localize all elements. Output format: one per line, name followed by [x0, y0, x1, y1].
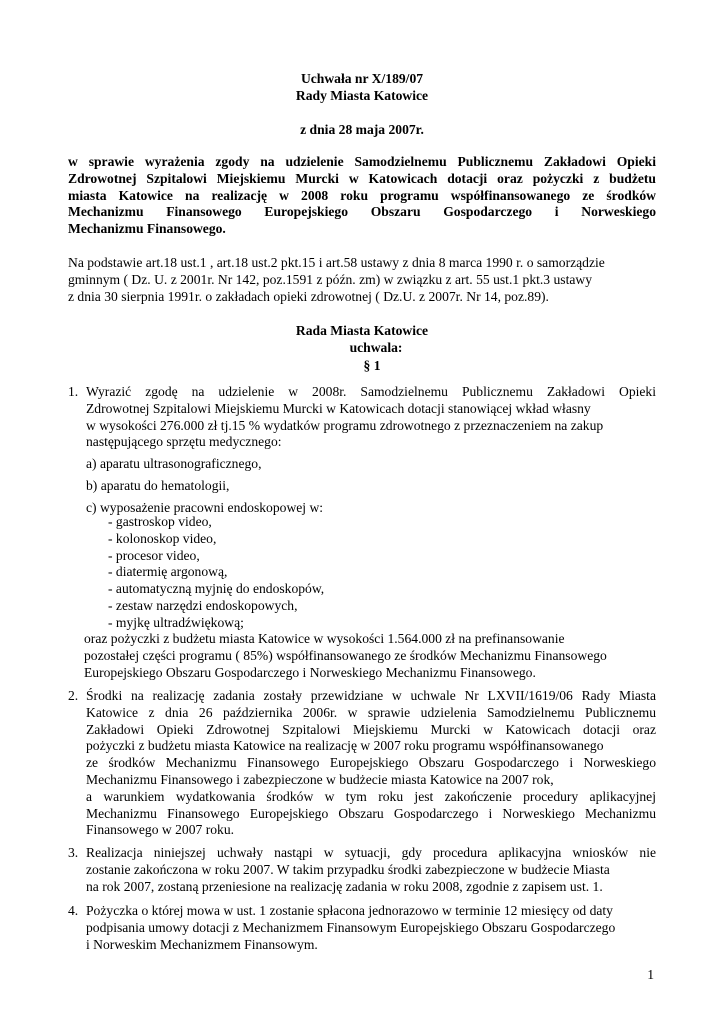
point-number: 2.: [68, 688, 79, 703]
list-item: c) wyposażenie pracowni endoskopowej w:: [86, 500, 324, 515]
council-name: Rady Miasta Katowice: [295, 88, 429, 103]
legal-basis-line: gminnym ( Dz. U. z 2001r. Nr 142, poz.1591 z późn. zm) w związku z art. 55 ust.1 pkt.3 ustawy: [68, 271, 593, 287]
equipment-list: [86, 456, 323, 518]
subject-line: Mechanizmu Finansowego Europejskiego Obszaru Gospodarczego i Norweskiego: [68, 204, 656, 220]
endoscopy-sublist: [108, 514, 324, 632]
point-line: Mechanizmu Finansowego i zabezpieczone w budżecie miasta Katowice na 2007 rok,: [86, 771, 554, 787]
subject-line: Zdrowotnej Szpitalowi Miejskiemu Murcki w Katowicach dotacji oraz pożyczki z budżetu: [68, 170, 656, 186]
subject-line: w sprawie wyrażenia zgody na udzielenie Samodzielnemu Publicznemu Zakładowi Opieki: [68, 154, 656, 169]
point-line: Realizacja niniejszej uchwały nastąpi w sytuacji, gdy procedura aplikacyjna wniosków nie: [86, 845, 656, 860]
sublist-item: - myjkę ultradźwiękową;: [108, 614, 244, 630]
point-line: Zakładowi Opieki Zdrowotnej Szpitalowi Miejskiemu Murcki w Katowicach dotacji oraz: [86, 721, 656, 737]
point-line: i Norweskim Mechanizmem Finansowym.: [86, 936, 318, 952]
subject-line: miasta Katowice na realizację w 2008 roku programu współfinansowanego ze środków: [68, 187, 656, 203]
point-line: pożyczki z budżetu miasta Katowice na realizację w 2007 roku programu współfinansowanego: [86, 738, 604, 754]
point-3-body: [86, 845, 656, 895]
point-number: 3.: [68, 845, 79, 860]
subject-line: Mechanizmu Finansowego.: [68, 221, 226, 237]
point-line: zostanie zakończona w roku 2007. W takim przypadku środki zabezpieczone w budżecie Miasta: [86, 861, 610, 877]
point-line: ze środków Mechanizmu Finansowego Europejskiego Obszaru Gospodarczego i Norweskiego: [86, 755, 656, 771]
page-number: 1: [647, 967, 654, 982]
section-mark: § 1: [363, 358, 381, 373]
sublist-item: - diatermię argonową,: [108, 564, 228, 580]
point-line: podpisania umowy dotacji z Mechanizmem Finansowym Europejskiego Obszaru Gospodarczego: [86, 919, 616, 935]
resolves-verb: uchwala:: [349, 340, 403, 355]
loan-line: pozostałej części programu ( 85%) współfinansowanego ze środków Mechanizmu Finansowego: [84, 647, 607, 663]
point-line: na rok 2007, zostaną przeniesione na realizację zadania w roku 2008, zgodnie z zapisem ust. 1.: [86, 878, 603, 894]
point-line: Wyrazić zgodę na udzielenie w 2008r. Samodzielnemu Publicznemu Zakładowi Opieki: [86, 384, 656, 399]
point-1-body: [86, 384, 656, 451]
resolving-council: Rada Miasta Katowice: [295, 323, 429, 338]
point-line: następującego sprzętu medycznego:: [86, 434, 282, 450]
legal-basis-line: z dnia 30 sierpnia 1991r. o zakładach opieki zdrowotnej ( Dz.U. z 2007r. Nr 14, poz.89).: [68, 288, 549, 304]
sublist-item: - kolonoskop video,: [108, 530, 217, 546]
list-item: b) aparatu do hematologii,: [86, 478, 230, 493]
point-line: Mechanizmu Finansowego Europejskiego Obszaru Gospodarczego i Norweskiego Mechanizmu: [86, 805, 656, 821]
point-line: Pożyczka o której mowa w ust. 1 zostanie spłacona jednorazowo w terminie 12 miesięcy od daty: [86, 903, 613, 918]
point-line: Środki na realizację zadania zostały przewidziane w uchwale Nr LXVII/1619/06 Rady Miasta: [86, 688, 656, 703]
list-item: a) aparatu ultrasonograficznego,: [86, 456, 262, 471]
point-line: Zdrowotnej Szpitalowi Miejskiemu Murcki w Katowicach dotacji stanowiącej wkład własny: [86, 400, 591, 416]
point-number: 1.: [68, 384, 79, 399]
resolution-title: Uchwała nr X/189/07: [300, 71, 424, 86]
point-line: a warunkiem wydatkowania środków w tym roku jest zakończenie procedury aplikacyjnej: [86, 788, 656, 804]
legal-basis: [68, 255, 658, 305]
loan-line: oraz pożyczki z budżetu miasta Katowice w wysokości 1.564.000 zł na prefinansowanie: [84, 631, 565, 646]
loan-paragraph: [84, 631, 607, 681]
point-line: Katowice z dnia 26 października 2006r. w sprawie udzielenia Samodzielnemu Publicznemu: [86, 704, 656, 720]
point-number: 4.: [68, 903, 79, 918]
resolution-date: z dnia 28 maja 2007r.: [300, 122, 424, 137]
point-line: w wysokości 276.000 zł tj.15 % wydatków programu zdrowotnego z przeznaczeniem na zakup: [86, 417, 604, 433]
legal-basis-line: Na podstawie art.18 ust.1 , art.18 ust.2 pkt.15 i art.58 ustawy z dnia 8 marca 1990 r. o samorządzie: [68, 255, 605, 270]
sublist-item: - zestaw narzędzi endoskopowych,: [108, 597, 298, 613]
subject-block: [68, 154, 656, 238]
loan-line: Europejskiego Obszaru Gospodarczego i Norweskiego Mechanizmu Finansowego.: [84, 664, 536, 680]
point-2-body: [86, 688, 656, 839]
sublist-item: - automatyczną myjnię do endoskopów,: [108, 581, 325, 597]
point-line: Finansowego w 2007 roku.: [86, 822, 235, 838]
sublist-item: - gastroskop video,: [108, 514, 212, 529]
point-4-body: [86, 903, 656, 953]
sublist-item: - procesor video,: [108, 547, 200, 563]
